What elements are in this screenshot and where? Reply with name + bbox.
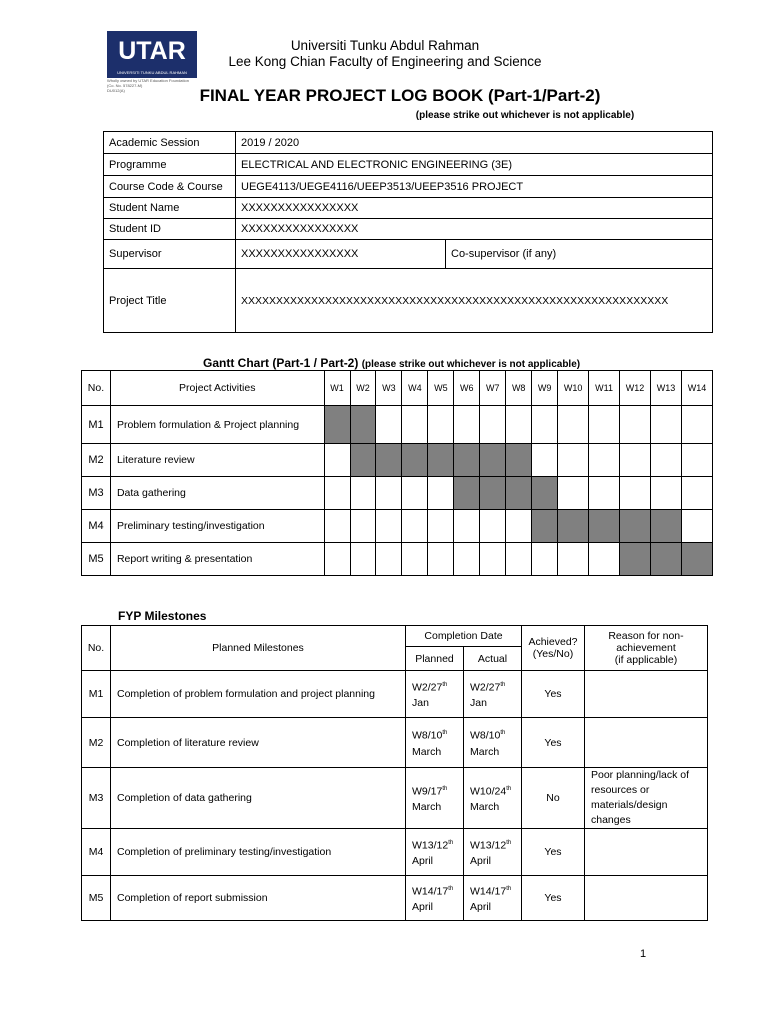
- week-header: W12: [620, 371, 651, 406]
- gantt-bar-cell: [532, 510, 558, 543]
- planned-month: Jan: [412, 697, 429, 710]
- gantt-empty-cell: [620, 406, 651, 444]
- university-name: Universiti Tunku Abdul Rahman: [290, 38, 480, 53]
- strike-note: (please strike out whichever is not applicable): [415, 110, 635, 121]
- gantt-empty-cell: [402, 510, 428, 543]
- milestone-text: Completion of data gathering: [111, 768, 406, 829]
- course-value: UEGE4113/UEGE4116/UEEP3513/UEEP3516 PROJECT: [236, 176, 713, 198]
- week-header: W13: [650, 371, 681, 406]
- actual-week: W10/24: [470, 785, 507, 798]
- gantt-row-activity: Data gathering: [110, 477, 324, 510]
- gantt-empty-cell: [402, 543, 428, 576]
- actual-suffix: th: [500, 730, 506, 737]
- cosupervisor-label: Co-supervisor (if any): [446, 240, 713, 269]
- gantt-bar-cell: [324, 406, 350, 444]
- gantt-empty-cell: [681, 444, 712, 477]
- milestone-no: M3: [82, 768, 111, 829]
- col-reason: [585, 626, 708, 671]
- gantt-empty-cell: [589, 444, 620, 477]
- gantt-empty-cell: [532, 406, 558, 444]
- gantt-empty-cell: [620, 444, 651, 477]
- planned-date: [406, 829, 464, 876]
- gantt-bar-cell: [350, 444, 376, 477]
- project-title-row: [104, 269, 713, 333]
- gantt-bar-cell: [506, 477, 532, 510]
- university-heading: [200, 38, 570, 70]
- achieved-value: Yes: [522, 671, 585, 718]
- label: Course Code & Course: [104, 176, 236, 198]
- achieved-value: No: [522, 768, 585, 829]
- gantt-empty-cell: [428, 477, 454, 510]
- supervisor-value: XXXXXXXXXXXXXXXX: [236, 240, 446, 269]
- col-activities: Project Activities: [110, 371, 324, 406]
- gantt-empty-cell: [350, 543, 376, 576]
- milestone-no: M5: [82, 876, 111, 921]
- gantt-empty-cell: [650, 477, 681, 510]
- gantt-empty-cell: [620, 477, 651, 510]
- reason-value: [585, 876, 708, 921]
- gantt-bar-cell: [480, 477, 506, 510]
- actual-date: [464, 671, 522, 718]
- week-header: W1: [324, 371, 350, 406]
- gantt-empty-cell: [681, 477, 712, 510]
- gantt-empty-cell: [376, 543, 402, 576]
- col-no: No.: [82, 371, 111, 406]
- gantt-row-no: M2: [82, 444, 111, 477]
- actual-suffix: th: [506, 785, 512, 792]
- academic-session-value: 2019 / 2020: [236, 132, 713, 154]
- gantt-chart-table: [81, 370, 713, 576]
- col-no: No.: [82, 626, 111, 671]
- gantt-bar-cell: [350, 406, 376, 444]
- week-header: W7: [480, 371, 506, 406]
- gantt-row-activity: Literature review: [110, 444, 324, 477]
- student-id-value: XXXXXXXXXXXXXXXX: [236, 219, 713, 240]
- actual-month: April: [470, 855, 492, 868]
- gantt-empty-cell: [558, 543, 589, 576]
- planned-month: March: [412, 801, 442, 814]
- milestone-row: [82, 671, 708, 718]
- planned-week: W8/10: [412, 729, 443, 742]
- planned-suffix: th: [448, 839, 454, 846]
- faculty-name: Lee Kong Chian Faculty of Engineering and Science: [228, 54, 542, 69]
- student-name-row: [104, 198, 713, 219]
- actual-week: W2/27: [470, 681, 501, 694]
- gantt-row-activity: Report writing & presentation: [110, 543, 324, 576]
- gantt-empty-cell: [402, 477, 428, 510]
- logo-tagline-2: (Co. No. 578227-M): [107, 83, 143, 88]
- programme-value: ELECTRICAL AND ELECTRONIC ENGINEERING (3E): [236, 154, 713, 176]
- actual-suffix: th: [506, 839, 512, 846]
- planned-week: W2/27: [412, 681, 443, 694]
- milestone-no: M2: [82, 718, 111, 768]
- gantt-row: [82, 444, 713, 477]
- reason-value: [585, 671, 708, 718]
- achieved-value: Yes: [522, 829, 585, 876]
- week-header: W5: [428, 371, 454, 406]
- gantt-bar-cell: [402, 444, 428, 477]
- gantt-row: [82, 477, 713, 510]
- milestones-header-row-1: [82, 626, 708, 647]
- actual-date: [464, 718, 522, 768]
- gantt-bar-cell: [589, 510, 620, 543]
- actual-week: W13/12: [470, 839, 507, 852]
- gantt-empty-cell: [506, 406, 532, 444]
- gantt-empty-cell: [324, 543, 350, 576]
- project-info-table: [103, 131, 713, 333]
- milestone-text: Completion of literature review: [111, 718, 406, 768]
- gantt-bar-cell: [428, 444, 454, 477]
- gantt-bar-cell: [376, 444, 402, 477]
- planned-month: March: [412, 745, 442, 758]
- actual-suffix: th: [506, 885, 512, 892]
- col-completion-date: Completion Date: [406, 626, 522, 647]
- page-number: 1: [640, 948, 647, 960]
- week-header: W10: [558, 371, 589, 406]
- gantt-empty-cell: [589, 406, 620, 444]
- planned-suffix: th: [442, 681, 448, 688]
- gantt-empty-cell: [428, 510, 454, 543]
- gantt-bar-cell: [620, 543, 651, 576]
- page-title: FINAL YEAR PROJECT LOG BOOK (Part-1/Part-2): [199, 86, 601, 105]
- week-header: W2: [350, 371, 376, 406]
- gantt-empty-cell: [428, 543, 454, 576]
- col-achieved-line-2: (Yes/No): [532, 648, 574, 660]
- reason-value: [585, 829, 708, 876]
- planned-month: April: [412, 901, 434, 914]
- gantt-empty-cell: [532, 543, 558, 576]
- gantt-row: [82, 510, 713, 543]
- gantt-bar-cell: [506, 444, 532, 477]
- milestones-table: [81, 625, 708, 921]
- milestone-text: Completion of report submission: [111, 876, 406, 921]
- milestone-no: M4: [82, 829, 111, 876]
- gantt-empty-cell: [376, 406, 402, 444]
- gantt-empty-cell: [350, 510, 376, 543]
- gantt-bar-cell: [620, 510, 651, 543]
- label: Academic Session: [104, 132, 236, 154]
- milestone-row: [82, 876, 708, 921]
- gantt-empty-cell: [324, 444, 350, 477]
- gantt-strike-note: (please strike out whichever is not applicable): [361, 359, 581, 370]
- actual-suffix: th: [500, 681, 506, 688]
- actual-date: [464, 768, 522, 829]
- actual-month: March: [470, 745, 500, 758]
- gantt-empty-cell: [324, 510, 350, 543]
- planned-suffix: th: [442, 785, 448, 792]
- reason-value: [585, 718, 708, 768]
- gantt-empty-cell: [480, 406, 506, 444]
- gantt-empty-cell: [558, 477, 589, 510]
- planned-week: W9/17: [412, 785, 443, 798]
- milestones-title: FYP Milestones: [118, 609, 207, 623]
- label: Student Name: [104, 198, 236, 219]
- gantt-row-activity: Preliminary testing/investigation: [110, 510, 324, 543]
- col-reason-line-2: achievement: [616, 642, 676, 654]
- achieved-value: Yes: [522, 876, 585, 921]
- student-id-row: [104, 219, 713, 240]
- gantt-bar-cell: [650, 543, 681, 576]
- planned-date: [406, 768, 464, 829]
- week-header: W3: [376, 371, 402, 406]
- gantt-row-no: M5: [82, 543, 111, 576]
- milestone-row: [82, 718, 708, 768]
- academic-session-row: [104, 132, 713, 154]
- gantt-empty-cell: [558, 444, 589, 477]
- planned-date: [406, 671, 464, 718]
- gantt-header-row: [82, 371, 713, 406]
- label: Programme: [104, 154, 236, 176]
- milestone-no: M1: [82, 671, 111, 718]
- gantt-empty-cell: [650, 406, 681, 444]
- gantt-empty-cell: [454, 543, 480, 576]
- gantt-bar-cell: [681, 543, 712, 576]
- week-header: W11: [589, 371, 620, 406]
- logo-text: UTAR: [118, 37, 186, 65]
- gantt-row: [82, 406, 713, 444]
- gantt-empty-cell: [506, 510, 532, 543]
- gantt-empty-cell: [454, 406, 480, 444]
- col-planned-milestones: Planned Milestones: [111, 626, 406, 671]
- actual-month: April: [470, 901, 492, 914]
- gantt-empty-cell: [681, 406, 712, 444]
- gantt-bar-cell: [558, 510, 589, 543]
- gantt-empty-cell: [480, 510, 506, 543]
- week-header: W14: [681, 371, 712, 406]
- logo-tagline-1: Wholly owned by UTAR Education Foundation: [107, 78, 189, 83]
- gantt-empty-cell: [428, 406, 454, 444]
- col-reason-line-3: (if applicable): [614, 654, 678, 666]
- gantt-row-no: M4: [82, 510, 111, 543]
- label: Student ID: [104, 219, 236, 240]
- gantt-empty-cell: [376, 477, 402, 510]
- col-reason-line-1: Reason for non-: [608, 630, 684, 642]
- gantt-empty-cell: [454, 510, 480, 543]
- gantt-empty-cell: [376, 510, 402, 543]
- actual-date: [464, 876, 522, 921]
- programme-row: [104, 154, 713, 176]
- planned-suffix: th: [448, 885, 454, 892]
- gantt-empty-cell: [650, 444, 681, 477]
- planned-date: [406, 718, 464, 768]
- gantt-title: Gantt Chart (Part-1 / Part-2): [203, 356, 362, 370]
- milestone-row: [82, 829, 708, 876]
- achieved-value: Yes: [522, 718, 585, 768]
- actual-week: W14/17: [470, 885, 507, 898]
- milestone-row: [82, 768, 708, 829]
- gantt-row: [82, 543, 713, 576]
- planned-week: W13/12: [412, 839, 449, 852]
- week-header: W9: [532, 371, 558, 406]
- gantt-bar-cell: [480, 444, 506, 477]
- gantt-bar-cell: [454, 444, 480, 477]
- gantt-row-activity: Problem formulation & Project planning: [110, 406, 324, 444]
- planned-suffix: th: [442, 730, 448, 737]
- gantt-empty-cell: [350, 477, 376, 510]
- utar-logo: [107, 31, 197, 78]
- planned-month: April: [412, 855, 434, 868]
- gantt-empty-cell: [402, 406, 428, 444]
- week-header: W4: [402, 371, 428, 406]
- course-row: [104, 176, 713, 198]
- gantt-empty-cell: [681, 510, 712, 543]
- planned-date: [406, 876, 464, 921]
- actual-week: W8/10: [470, 729, 501, 742]
- week-header: W8: [506, 371, 532, 406]
- actual-month: Jan: [470, 697, 487, 710]
- actual-month: March: [470, 801, 500, 814]
- reason-value: Poor planning/lack of resources or materials/design changes: [585, 768, 708, 829]
- student-name-value: XXXXXXXXXXXXXXXX: [236, 198, 713, 219]
- actual-date: [464, 829, 522, 876]
- gantt-empty-cell: [532, 444, 558, 477]
- logo-subtitle: UNIVERSITI TUNKU ABDUL RAHMAN: [117, 70, 187, 75]
- gantt-empty-cell: [589, 477, 620, 510]
- gantt-row-no: M1: [82, 406, 111, 444]
- col-achieved: [522, 626, 585, 671]
- gantt-bar-cell: [454, 477, 480, 510]
- gantt-row-no: M3: [82, 477, 111, 510]
- gantt-empty-cell: [480, 543, 506, 576]
- label: Project Title: [104, 269, 236, 333]
- milestone-text: Completion of preliminary testing/investigation: [111, 829, 406, 876]
- col-actual: Actual: [464, 647, 522, 671]
- project-title-value: XXXXXXXXXXXXXXXXXXXXXXXXXXXXXXXXXXXXXXXXXXXXXXXXXXXXXXXXXXXXX: [236, 269, 713, 333]
- gantt-empty-cell: [324, 477, 350, 510]
- supervisor-row: [104, 240, 713, 269]
- gantt-empty-cell: [558, 406, 589, 444]
- col-planned: Planned: [406, 647, 464, 671]
- gantt-empty-cell: [506, 543, 532, 576]
- week-header: W6: [454, 371, 480, 406]
- gantt-empty-cell: [589, 543, 620, 576]
- gantt-bar-cell: [532, 477, 558, 510]
- planned-week: W14/17: [412, 885, 449, 898]
- logo-tagline-3: DU012(A): [107, 88, 125, 93]
- milestone-text: Completion of problem formulation and project planning: [111, 671, 406, 718]
- gantt-bar-cell: [650, 510, 681, 543]
- label: Supervisor: [104, 240, 236, 269]
- col-achieved-line-1: Achieved?: [528, 636, 578, 648]
